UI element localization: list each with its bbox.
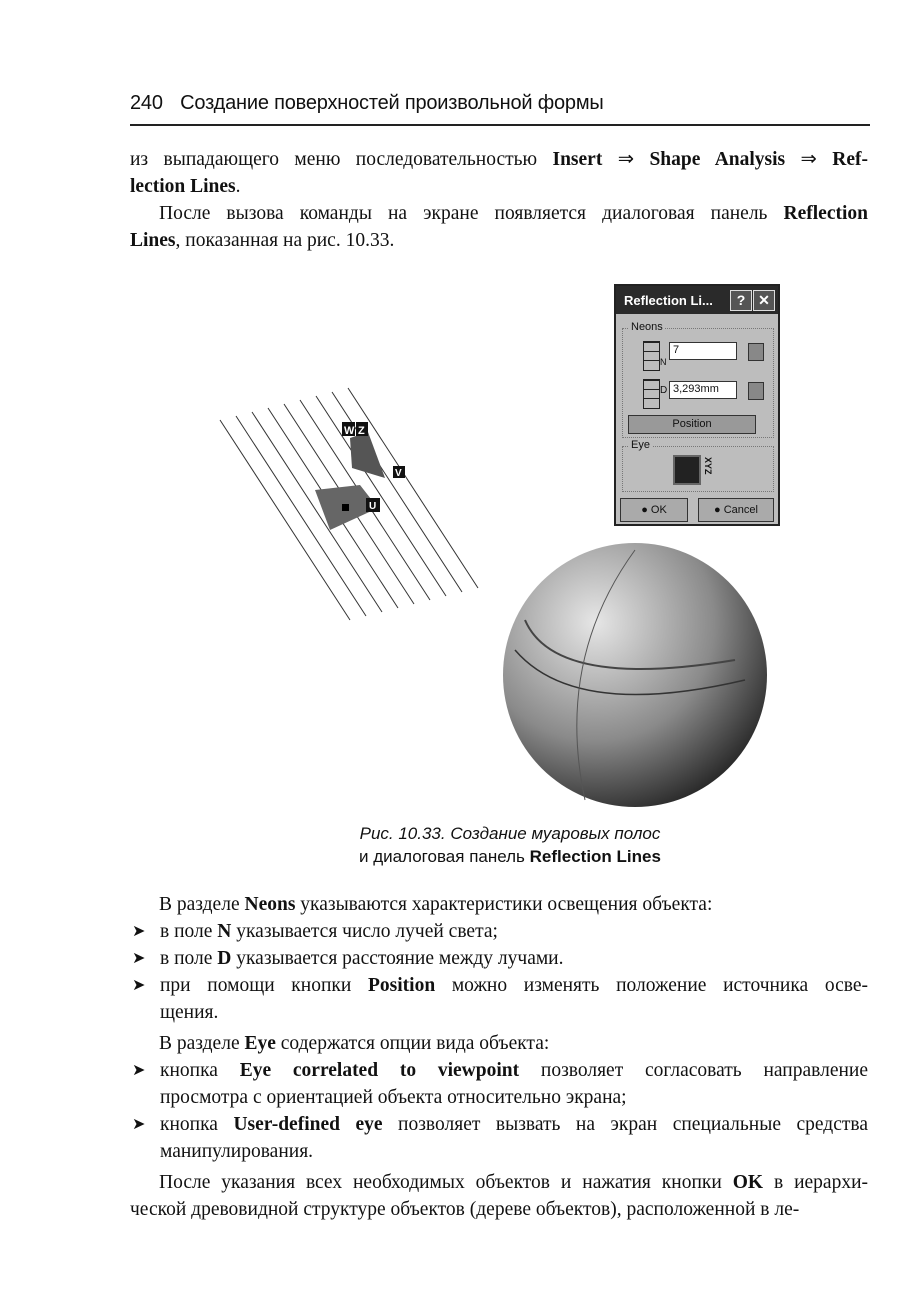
running-header xyxy=(130,92,604,115)
caption-line2: и диалоговая панель xyxy=(359,847,530,866)
text-line xyxy=(130,200,868,227)
dialog-title: Reflection Li... xyxy=(624,293,713,308)
position-button[interactable]: Position xyxy=(628,415,756,434)
paragraph xyxy=(130,1169,868,1223)
caption-bold: Reflection Lines xyxy=(529,847,661,866)
close-button[interactable]: ✕ xyxy=(753,290,775,311)
bold-term: Ref- xyxy=(832,149,869,170)
ok-label: OK xyxy=(650,504,667,516)
body-text xyxy=(130,891,868,1223)
chapter-title: Создание поверхностей произвольной формы xyxy=(180,92,604,114)
caption-line1: Создание муаровых полос xyxy=(450,824,661,843)
text-run: можно изменять положение источника осве- xyxy=(435,975,868,996)
axis-z-label: Z xyxy=(358,425,365,437)
cancel-button[interactable]: ● Cancel xyxy=(698,498,774,522)
sphere-figure xyxy=(495,540,775,810)
neons-count-icon xyxy=(643,341,660,371)
text-line xyxy=(130,227,868,254)
eye-label: Eye xyxy=(631,439,650,451)
bold-term: Lines xyxy=(130,230,176,251)
text-run: манипулирования. xyxy=(160,1141,314,1162)
origin-marker xyxy=(342,504,349,511)
bullet-item xyxy=(130,1057,868,1111)
text-line xyxy=(130,1057,868,1084)
sphere xyxy=(503,543,767,807)
text-run: кнопка xyxy=(160,1060,240,1081)
text-line xyxy=(130,1030,868,1057)
text-line xyxy=(130,1111,868,1138)
bullet-item xyxy=(130,945,868,972)
n-input[interactable]: 7 xyxy=(669,342,737,360)
paragraph xyxy=(130,1030,868,1057)
text-line xyxy=(130,1138,868,1165)
text-run: После указания всех необходимых объектов и нажатия кнопки xyxy=(159,1172,733,1193)
bold-term: D xyxy=(217,948,232,969)
n-spinner[interactable] xyxy=(748,343,764,361)
text-line xyxy=(130,945,868,972)
text-line xyxy=(130,972,868,999)
text-run: , показанная на рис. 10.33. xyxy=(175,230,395,251)
axis-v-label: V xyxy=(395,468,402,479)
bold-term: Eye correlated to viewpoint xyxy=(239,1060,520,1081)
text-run: позволяет согласовать направление xyxy=(519,1060,869,1081)
bullet-item xyxy=(130,918,868,945)
text-run: В разделе xyxy=(159,1033,245,1054)
neons-distance-icon xyxy=(643,379,660,409)
bold-term: OK xyxy=(732,1172,764,1193)
n-label: N xyxy=(660,357,667,367)
bold-term: Neons xyxy=(244,894,296,915)
ok-button[interactable]: ● OK xyxy=(620,498,688,522)
help-button[interactable]: ? xyxy=(730,290,752,311)
text-run: указывается расстояние между лучами. xyxy=(231,948,564,969)
text-run: в поле xyxy=(160,921,218,942)
text-run: указываются характеристики освещения объекта: xyxy=(295,894,713,915)
text-line xyxy=(130,918,868,945)
reflection-line xyxy=(348,388,478,588)
bold-term: Position xyxy=(367,975,436,996)
d-input[interactable]: 3,293mm xyxy=(669,381,737,399)
bullet-item xyxy=(130,972,868,1026)
text-line xyxy=(130,999,868,1026)
text-line xyxy=(130,1084,868,1111)
neons-label: Neons xyxy=(631,321,663,333)
surface-patch-upper xyxy=(350,432,385,478)
bold-term: User-defined eye xyxy=(233,1114,383,1135)
bold-term: lection Lines xyxy=(130,176,236,197)
reflection-lines-figure xyxy=(200,380,490,630)
caption-number: Рис. 10.33. xyxy=(359,824,446,843)
text-run: в поле xyxy=(160,948,218,969)
axis-u-label: U xyxy=(369,501,377,512)
paragraph xyxy=(130,891,868,918)
axis-w-label: W xyxy=(344,425,355,437)
text-run: В разделе xyxy=(159,894,245,915)
header-rule xyxy=(130,124,870,126)
reflection-lines-dialog xyxy=(614,284,780,526)
text-run: ⇒ xyxy=(785,149,833,170)
bold-term: Insert xyxy=(552,149,603,170)
text-run: указывается число лучей света; xyxy=(231,921,498,942)
text-run: щения. xyxy=(160,1002,219,1023)
figure-caption xyxy=(300,822,720,868)
text-run: ⇒ xyxy=(602,149,650,170)
text-line xyxy=(130,891,868,918)
text-line xyxy=(130,1196,868,1223)
text-run: из выпадающего меню последовательностью xyxy=(130,149,553,170)
bullet-item xyxy=(130,1111,868,1165)
text-line xyxy=(130,173,868,200)
eye-correlated-viewpoint-button[interactable] xyxy=(673,455,701,485)
text-run: содержатся опции вида объекта: xyxy=(275,1033,550,1054)
text-run: просмотра с ориентацией объекта относительно экрана; xyxy=(160,1087,627,1108)
cancel-label: Cancel xyxy=(723,504,758,516)
text-line xyxy=(130,146,868,173)
page-number: 240 xyxy=(130,92,163,114)
bold-term: Eye xyxy=(244,1033,276,1054)
text-run: кнопка xyxy=(160,1114,234,1135)
d-label: D xyxy=(660,385,668,396)
bold-term: Reflection xyxy=(783,203,868,224)
text-run: при помощи кнопки xyxy=(160,975,368,996)
dialog-titlebar xyxy=(616,286,778,314)
text-run: позволяет вызвать на экран специальные средства xyxy=(382,1114,868,1135)
bold-term: N xyxy=(217,921,232,942)
text-line xyxy=(130,1169,868,1196)
user-defined-eye-button[interactable]: XYZ xyxy=(703,457,713,475)
text-run: . xyxy=(235,176,241,197)
eye-group xyxy=(622,439,774,492)
text-run: в иерархи- xyxy=(763,1172,869,1193)
d-spinner[interactable] xyxy=(748,382,764,400)
bold-term: Shape Analysis xyxy=(649,149,786,170)
text-run: ческой древовидной структуре объектов (дереве объектов), расположенной в ле- xyxy=(130,1199,800,1220)
text-run: После вызова команды на экране появляется диалоговая панель xyxy=(159,203,784,224)
intro-text xyxy=(130,146,868,254)
